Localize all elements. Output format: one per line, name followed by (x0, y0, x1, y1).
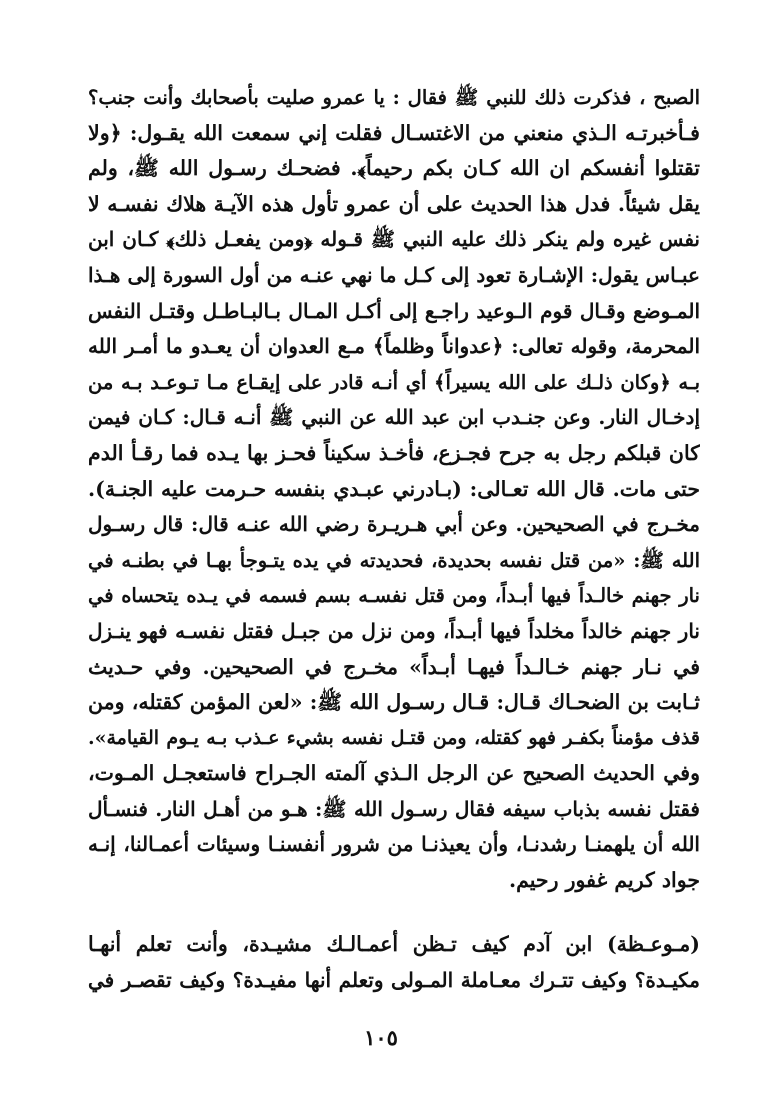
text-line: بـه ﴿وكان ذلـك على الله يسيراً﴾ أي أنـه قادر على إيقـاع مـا تـوعـد بـه من (88, 370, 700, 394)
text-line: نار جهنم خالـداً فيها أبـداً، ومن قتل نفسـه بسم فسمه في يـده يتحساه في (88, 584, 700, 608)
text-line: إدخـال النار. وعن جنـدب ابن عبد الله عن النبي ﷺ أنـه قـال: كـان فيمن (88, 405, 700, 430)
text-line: مكيـدة؟ وكيف تتـرك معـاملة المـولى وتعلم أنها مفيـدة؟ وكيف تقصـر في (88, 967, 700, 992)
text-line: ثـابت بن الضحـاك قـال: قـال رسـول الله ﷺ: «لعن المؤمن كقتله، ومن (88, 690, 700, 715)
text-line: المـوضع وقـال قوم الـوعيد راجـع إلى أكـل المـال بـالبـاطـل وقتـل النفس (88, 298, 700, 323)
text-line: المحرمة، وقوله تعالى: ﴿عدواناً وظلماً﴾ مـع العدوان أن يعـدو ما أمـر الله (88, 334, 700, 359)
paragraph-hadith-commentary (88, 80, 700, 899)
text-line: فـأخبرتـه الـذي منعني من الاغتسـال فقلت إني سمعت الله يقـول: ﴿ولا (88, 120, 700, 145)
text-line: مخـرج في الصحيحين. وعن أبي هـريـرة رضي الله عنـه قال: قال رسـول (88, 512, 700, 537)
text-line: الصبح ، فذكرت ذلك للنبي ﷺ فقال : يا عمرو صليت بأصحابك وأنت جنب؟ (88, 86, 700, 109)
text-line: يقل شيئاً. فدل هذا الحديث على أن عمرو تأول هذه الآيـة هلاك نفسـه لا (88, 191, 700, 216)
text-line: كان قبلكم رجل به جرح فجـزع، فأخـذ سكيناً فحـز بها يـده فما رقـأ الدم (88, 440, 700, 465)
text-line: قذف مؤمناً بكفـر فهو كقتله، ومن قتـل نفسه بشيء عـذب بـه يـوم القيامة». (88, 726, 700, 749)
text-line: حتى مات. قال الله تعـالى: (بـادرني عبـدي بنفسه حـرمت عليه الجنـة). (88, 476, 700, 501)
text-line: الله أن يلهمنـا رشدنـا، وأن يعيذنـا من شرور أنفسنـا وسيئات أعمـالنا، إنـه (88, 832, 700, 857)
text-line: جواد كريم غفور رحيم. (508, 868, 700, 893)
text-line: عبـاس يقول: الإشـارة تعود إلى كـل ما نهي عنـه من أول السورة إلى هـذا (88, 262, 700, 287)
paragraph-mawiza (88, 927, 700, 998)
text-line: فقتل نفسه بذباب سيفه فقال رسـول الله ﷺ: هـو من أهـل النار. فنسـأل (88, 796, 700, 821)
page-number: ١٠٥ (364, 1025, 398, 1050)
text-line: وفي الحديث الصحيح عن الرجل الـذي آلمته الجـراح فاستعجـل المـوت، (88, 761, 700, 786)
text-line: نفس غيره ولم ينكر ذلك عليه النبي ﷺ قـوله ﴿ومن يفعـل ذلك﴾ كـان ابن (88, 227, 700, 252)
text-line: تقتلوا أنفسكم ان الله كـان بكم رحيماً﴾. فضحـك رسـول الله ﷺ، ولم (88, 156, 700, 181)
text-line: في نـار جهنم خـالـداً فيهـا أبـداً» مخـرج في الصحيحين. وفي حـديث (88, 654, 700, 679)
text-line: الله ﷺ: «من قتل نفسه بحديدة، فحديدته في يده يتـوجأ بهـا في بطنـه في (88, 548, 700, 572)
text-line: نار جهنم خالداً مخلداً فيها أبـداً، ومن نزل من جبـل فقتل نفسـه فهو ينـزل (88, 618, 700, 643)
text-line: (مـوعـظة) ابن آدم كيف تـظن أعمـالـك مشيـدة، وأنت تعلم أنهـا (88, 932, 700, 956)
